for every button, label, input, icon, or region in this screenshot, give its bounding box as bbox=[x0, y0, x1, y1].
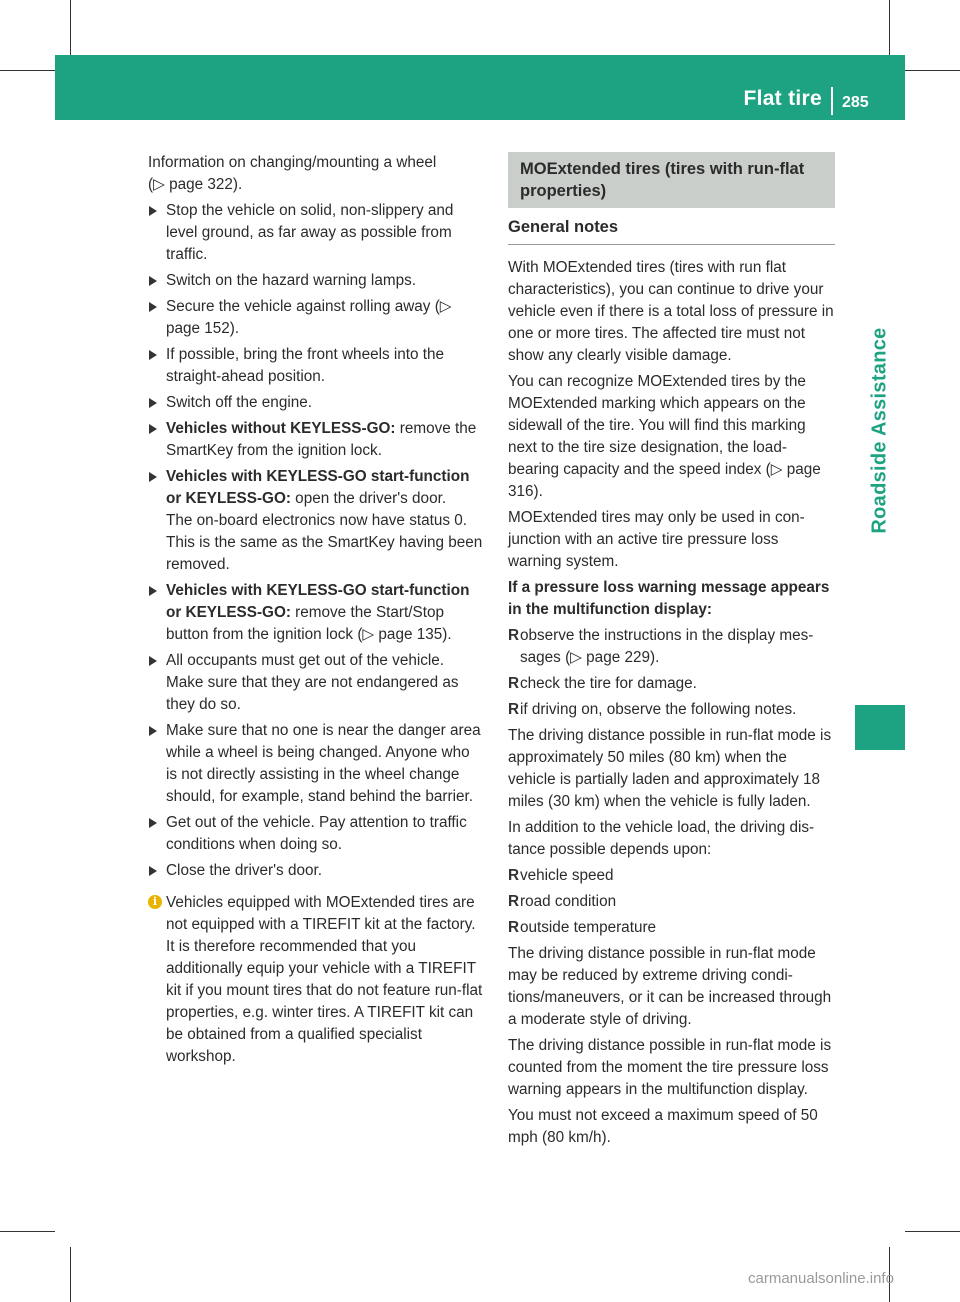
side-tab-label: Roadside Assistance bbox=[868, 326, 891, 534]
info-icon: i bbox=[148, 895, 162, 909]
step-text: Switch on the hazard warning lamps. bbox=[166, 272, 416, 289]
side-tab-marker bbox=[855, 705, 905, 750]
bullet-text: road condition bbox=[520, 893, 617, 910]
paragraph: MOExtended tires may only be used in conjunction with an active tire pressure loss warning system. bbox=[508, 509, 805, 570]
step-text: Close the driver's door. bbox=[166, 862, 322, 879]
bullet-icon: R bbox=[508, 701, 520, 718]
paragraph: You must not exceed a maximum speed of 50 mph (80 km/h). bbox=[508, 1107, 818, 1146]
watermark: carmanualsonline.info bbox=[748, 1270, 894, 1287]
step-arrow-icon bbox=[149, 206, 157, 216]
step-arrow-icon bbox=[149, 656, 157, 666]
crop-mark bbox=[0, 70, 55, 71]
bullet-text: outside temperature bbox=[520, 919, 657, 936]
paragraph: You can recognize MOExtended tires by the MOExtended marking which appears on the sidewall of the tire. You will find this marking next to the tire size designation, the load-bearing capacity and the speed index (▷ page 316). bbox=[508, 373, 821, 500]
step-text: Switch off the engine. bbox=[166, 394, 312, 411]
step-list bbox=[148, 200, 483, 882]
bullet-text: if driving on, observe the following notes. bbox=[520, 701, 797, 718]
step-condition: Vehicles with KEYLESS-GO start-function or KEYLESS-GO: bbox=[166, 468, 470, 507]
bullet-icon: R bbox=[508, 893, 520, 910]
bullet-item bbox=[508, 625, 835, 669]
info-note: i Vehicles equipped with MOExtended tires are not equipped with a TIREFIT kit at the factory. It is therefore recommended that you additionally equip your vehicle with a TIREFIT kit if you mount tires that do not feature run-flat properties, e.g. winter tires. A TIREFIT kit can be obtained from a qualified specialist workshop. bbox=[148, 892, 483, 1068]
bullet-icon: R bbox=[508, 675, 520, 692]
crop-mark bbox=[889, 0, 890, 55]
paragraph: The driving distance possible in run-flat mode is approximately 50 miles (80 km) when the vehicle is partially laden and approximately 18 miles (30 km) when the vehicle is fully laden. bbox=[508, 727, 832, 810]
step-item bbox=[148, 344, 483, 388]
step-item bbox=[148, 650, 483, 716]
step-item bbox=[148, 580, 483, 646]
step-text: Secure the vehicle against rolling away (▷ page 152). bbox=[166, 298, 452, 337]
bullet-text: check the tire for damage. bbox=[520, 675, 697, 692]
step-arrow-icon bbox=[149, 472, 157, 482]
crop-mark bbox=[905, 1231, 960, 1232]
header-divider bbox=[831, 87, 833, 115]
paragraph: The driving distance possible in run-flat mode is counted from the moment the tire pressure loss warning appears in the multifunction display. bbox=[508, 1037, 832, 1098]
bullet-item bbox=[508, 865, 835, 887]
bullet-item bbox=[508, 673, 835, 695]
bullet-text: vehicle speed bbox=[520, 867, 614, 884]
step-item bbox=[148, 720, 483, 808]
step-text: If possible, bring the front wheels into the straight-ahead position. bbox=[166, 346, 445, 385]
bullet-icon: R bbox=[508, 919, 520, 936]
step-item bbox=[148, 812, 483, 856]
step-condition: Vehicles with KEYLESS-GO start-function or KEYLESS-GO: bbox=[166, 582, 470, 621]
left-column bbox=[148, 152, 483, 1068]
side-tab bbox=[855, 190, 905, 670]
step-text: Stop the vehicle on solid, non-slippery and level ground, as far away as possible from traffic. bbox=[166, 202, 454, 263]
paragraph: With MOExtended tires (tires with run flat characteristics), you can continue to drive your vehicle even if there is a total loss of pressure in one or more tires. The affected tire must not show any clearly visible damage. bbox=[508, 259, 834, 364]
step-item bbox=[148, 392, 483, 414]
page-number: 285 bbox=[842, 94, 869, 111]
step-text: Make sure that no one is near the danger area while a wheel is being changed. Anyone who is not directly assisting in the wheel change should, for example, stand behind the barrier. bbox=[166, 722, 481, 805]
step-item bbox=[148, 200, 483, 266]
step-text: remove the SmartKey from the ignition lock. bbox=[166, 420, 477, 459]
paragraph: The driving distance possible in run-flat mode may be reduced by extreme driving conditions/maneuvers, or it can be increased through a moderate style of driving. bbox=[508, 945, 832, 1028]
step-item bbox=[148, 860, 483, 882]
right-column bbox=[508, 152, 835, 1153]
crop-mark bbox=[905, 70, 960, 71]
step-note: The on-board electronics now have status 0. This is the same as the SmartKey having been removed. bbox=[166, 512, 483, 573]
step-text: remove the Start/Stop button from the ignition lock (▷ page 135). bbox=[166, 604, 452, 643]
subheading: General notes bbox=[508, 216, 835, 245]
bullet-item bbox=[508, 891, 835, 913]
step-condition: Vehicles without KEYLESS-GO: bbox=[166, 420, 396, 437]
intro-paragraph: Information on changing/mounting a wheel (▷ page 322). bbox=[148, 154, 437, 193]
page-title: Flat tire bbox=[743, 87, 822, 110]
step-text: Get out of the vehicle. Pay attention to traffic conditions when doing so. bbox=[166, 814, 467, 853]
crop-mark bbox=[0, 1231, 55, 1232]
step-arrow-icon bbox=[149, 818, 157, 828]
step-arrow-icon bbox=[149, 302, 157, 312]
step-arrow-icon bbox=[149, 398, 157, 408]
page-reference[interactable]: (▷ page 322). bbox=[148, 176, 243, 193]
bullet-item bbox=[508, 699, 835, 721]
paragraph: In addition to the vehicle load, the driving distance possible depends upon: bbox=[508, 819, 815, 858]
step-item bbox=[148, 418, 483, 462]
step-text: All occupants must get out of the vehicle. Make sure that they are not endangered as they do so. bbox=[166, 652, 459, 713]
factor-bullet-list bbox=[508, 865, 835, 939]
bullet-text: observe the instructions in the display messages (▷ page 229). bbox=[520, 627, 814, 666]
step-item bbox=[148, 296, 483, 340]
step-arrow-icon bbox=[149, 424, 157, 434]
step-arrow-icon bbox=[149, 726, 157, 736]
step-arrow-icon bbox=[149, 276, 157, 286]
step-arrow-icon bbox=[149, 586, 157, 596]
crop-mark bbox=[70, 0, 71, 55]
bullet-icon: R bbox=[508, 867, 520, 884]
crop-mark bbox=[70, 1247, 71, 1302]
step-arrow-icon bbox=[149, 350, 157, 360]
bullet-item bbox=[508, 917, 835, 939]
step-arrow-icon bbox=[149, 866, 157, 876]
warning-bullet-list bbox=[508, 625, 835, 721]
section-title: MOExtended tires (tires with run-flat properties) bbox=[508, 152, 835, 208]
step-item bbox=[148, 270, 483, 292]
step-item bbox=[148, 466, 483, 576]
bullet-icon: R bbox=[508, 627, 520, 644]
warning-heading: If a pressure loss warning message appears in the multifunction display: bbox=[508, 579, 830, 618]
step-text: open the driver's door. bbox=[290, 490, 447, 507]
